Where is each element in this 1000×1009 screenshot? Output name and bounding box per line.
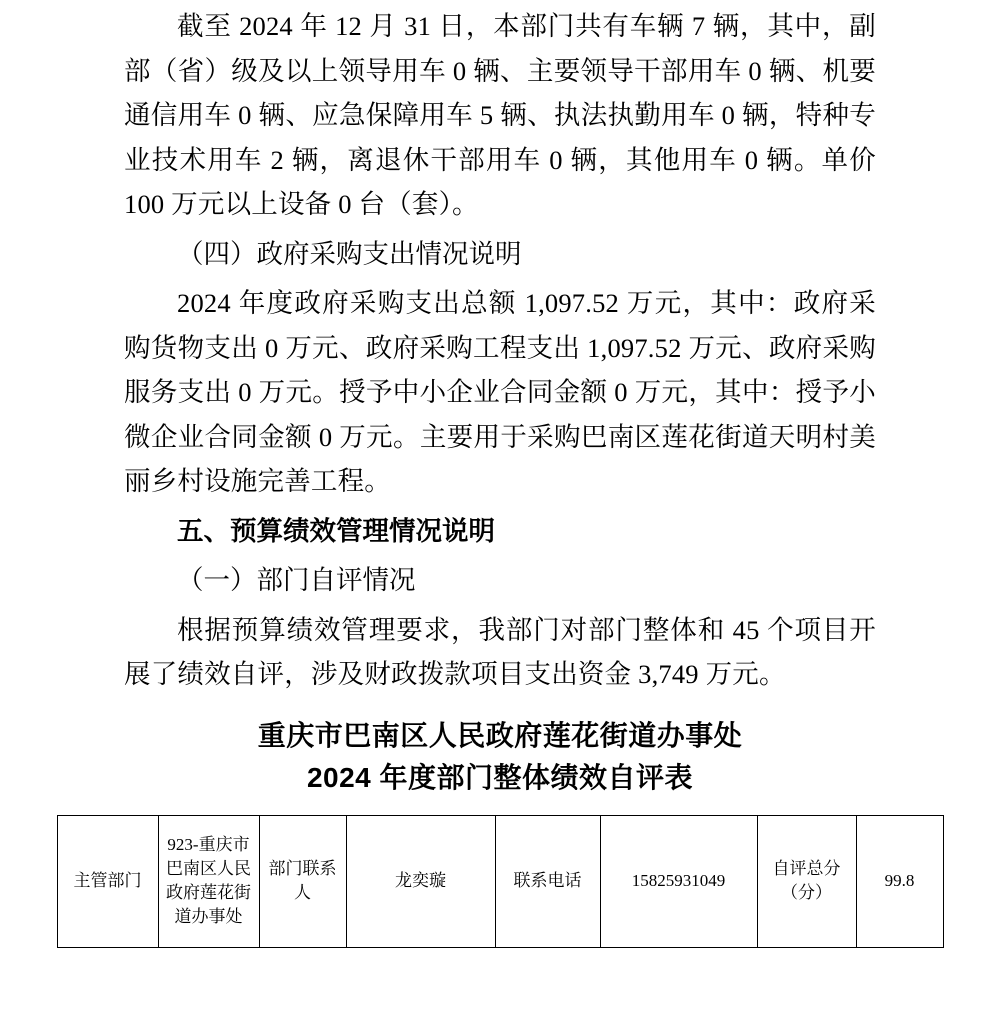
heading-performance-management: 五、预算绩效管理情况说明 [177,515,495,546]
cell-label-phone: 联系电话 [495,815,600,947]
cell-label-dept: 主管部门 [57,815,158,947]
paragraph-vehicles: 截至 2024 年 12 月 31 日，本部门共有车辆 7 辆，其中，副部（省）级及以上领导用车 0 辆、主要领导干部用车 0 辆、机要通信用车 0 辆、应急保障用车 5 辆、执法执勤用车 0 辆，特种专业技术用车 2 辆，离退休干部用车 0 辆，其他用车 0 辆。单价 100 万元以上设备 0 台（套）。 [124,11,876,219]
paragraph-self-evaluation: 根据预算绩效管理要求，我部门对部门整体和 45 个项目开展了绩效自评，涉及财政拨款项目支出资金 3,749 万元。 [124,614,876,689]
cell-phone: 15825931049 [600,815,757,947]
evaluation-table-wrapper [73,815,915,948]
table-title-line-2: 2024 年度部门整体绩效自评表 [306,761,694,793]
paragraph-procurement: 2024 年度政府采购支出总额 1,097.52 万元，其中：政府采购货物支出 0 万元、政府采购工程支出 1,097.52 万元、政府采购服务支出 0 万元。授予中小企业合同金额 0 万元，其中：授予小微企业合同金额 0 万元。主要用于采购巴南区莲花街道天明村美丽乡村设施完善工程。 [124,288,876,496]
cell-label-contact: 部门联系人 [259,815,346,947]
table-row [57,815,943,947]
table-title [124,715,876,799]
evaluation-table [57,815,944,948]
subheading-procurement: （四）政府采购支出情况说明 [177,238,522,269]
subheading-self-evaluation: （一）部门自评情况 [177,565,416,595]
cell-score: 99.8 [856,815,943,947]
cell-label-score: 自评总分（分） [757,815,856,947]
table-title-line-1: 重庆市巴南区人民政府莲花街道办事处 [257,719,743,751]
cell-dept-name: 923-重庆市巴南区人民政府莲花街道办事处 [158,815,259,947]
cell-contact-name: 龙奕璇 [346,815,495,947]
